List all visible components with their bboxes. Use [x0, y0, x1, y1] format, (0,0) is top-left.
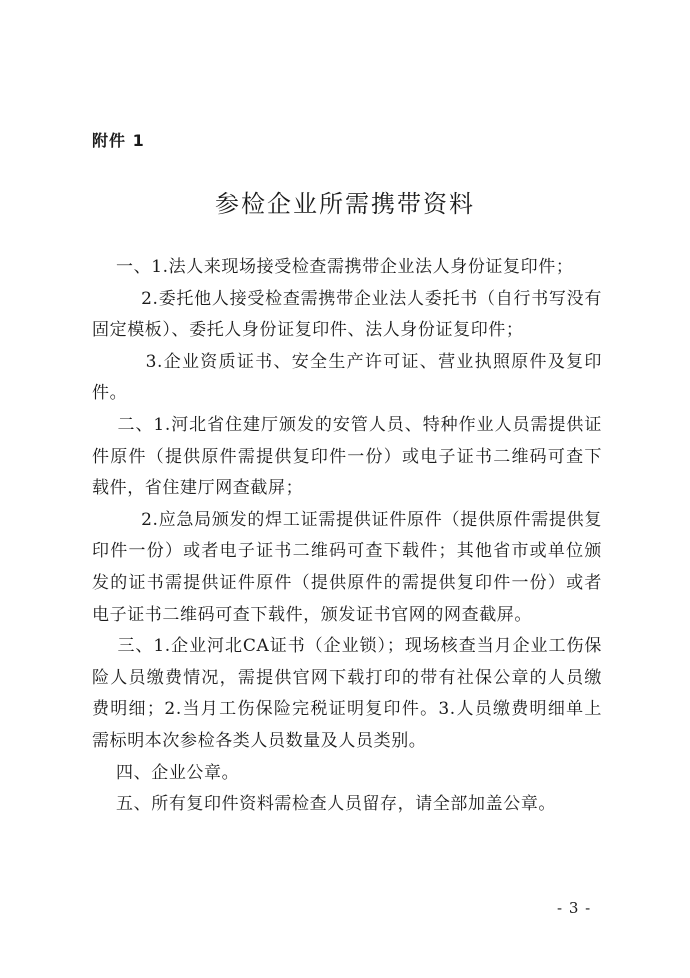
paragraph-5: 五、所有复印件资料需检查人员留存，请全部加盖公章。	[92, 794, 557, 815]
paragraph-1-3: 3.企业资质证书、安全生产许可证、营业执照原件及复印件。	[92, 351, 603, 404]
document-body	[92, 252, 602, 821]
attachment-label: 附件 1	[92, 131, 145, 150]
paragraph-1-1: 一、1.法人来现场接受检查需携带企业法人身份证复印件；	[92, 257, 574, 277]
paragraph-3: 三、1.企业河北CA证书（企业锁）；现场核查当月企业工伤保险人员缴费情况，需提供官网下载打印的带有社保公章的人员缴费明细；2.当月工伤保险完税证明复印件。3.人员缴费明细单上需标明本次参检各类人员数量及人员类别。	[92, 636, 603, 751]
paragraph-4: 四、企业公章。	[92, 762, 240, 783]
paragraph-2-2: 2.应急局颁发的焊工证需提供证件原件（提供原件需提供复印件一份）或者电子证书二维码可查下载件；其他省市或单位颁发的证书需提供证件原件（提供原件的需提供复印件一份）或者电子证书二维码可查下载件，颁发证书官网的网查截屏。	[92, 509, 603, 625]
document-title: 参检企业所需携带资料	[215, 190, 475, 218]
paragraph-1-2: 2.委托他人接受检查需携带企业法人委托书（自行书写没有固定模板）、委托人身份证复印件、法人身份证复印件；	[92, 288, 603, 341]
page-number: - 3 -	[557, 899, 592, 917]
paragraph-2-1: 二、1.河北省住建厅颁发的安管人员、特种作业人员需提供证件原件（提供原件需提供复印件一份）或电子证书二维码可查下载件，省住建厅网查截屏；	[92, 414, 602, 499]
